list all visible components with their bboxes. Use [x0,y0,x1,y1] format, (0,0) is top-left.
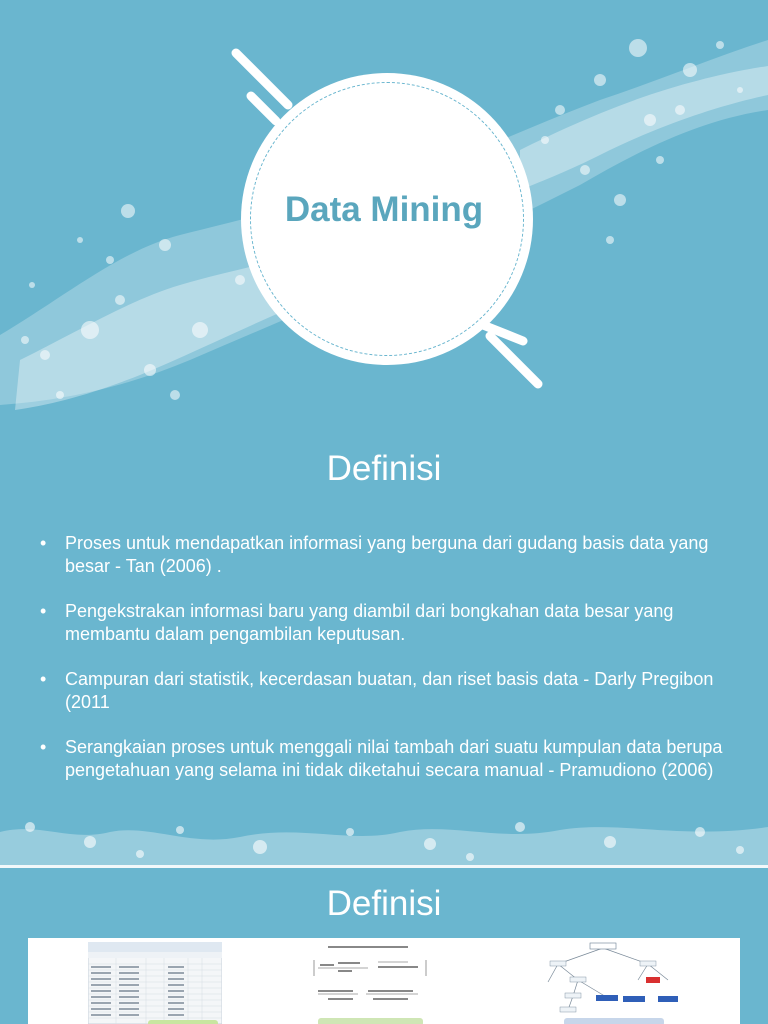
definition-item [40,600,730,646]
definition-item [40,532,730,578]
definition-list [40,532,730,804]
definition-text: Serangkaian proses untuk menggali nilai tambah dari suatu kumpulan data berupa pengetahuan yang selama ini tidak diketahui secara manual - Pramudiono (2006) [65,737,723,780]
decor-line [236,53,288,105]
definition-text: Campuran dari statistik, kecerdasan buatan, dan riset basis data - Darly Pregibon (2011 [65,669,714,712]
bottom-splash-decoration [0,802,768,865]
slide-heading: Definisi [326,884,442,923]
decor-line [490,336,538,384]
spreadsheet-image [88,942,222,1024]
bullet-icon: • [40,601,47,621]
bullet-icon: • [40,533,47,553]
decor-line [251,96,276,121]
definition-text: Pengekstrakan informasi baru yang diambil dari bongkahan data besar yang membantu dalam pengambilan keputusan. [65,601,674,644]
illustration-panel [28,938,740,1024]
bullet-icon: • [40,669,47,689]
formula-image [308,942,433,1024]
definition-text: Proses untuk mendapatkan informasi yang berguna dari gudang basis data yang besar - Tan (2006) . [65,533,709,576]
definition-item [40,668,730,714]
presentation-title: Data Mining [284,190,484,229]
slide-heading: Definisi [326,449,442,488]
bullet-icon: • [40,737,47,757]
definition-slide [0,432,768,865]
title-slide [0,0,768,432]
definition-item [40,736,730,782]
definition-image-slide [0,868,768,1024]
decision-tree-image [528,940,678,1024]
